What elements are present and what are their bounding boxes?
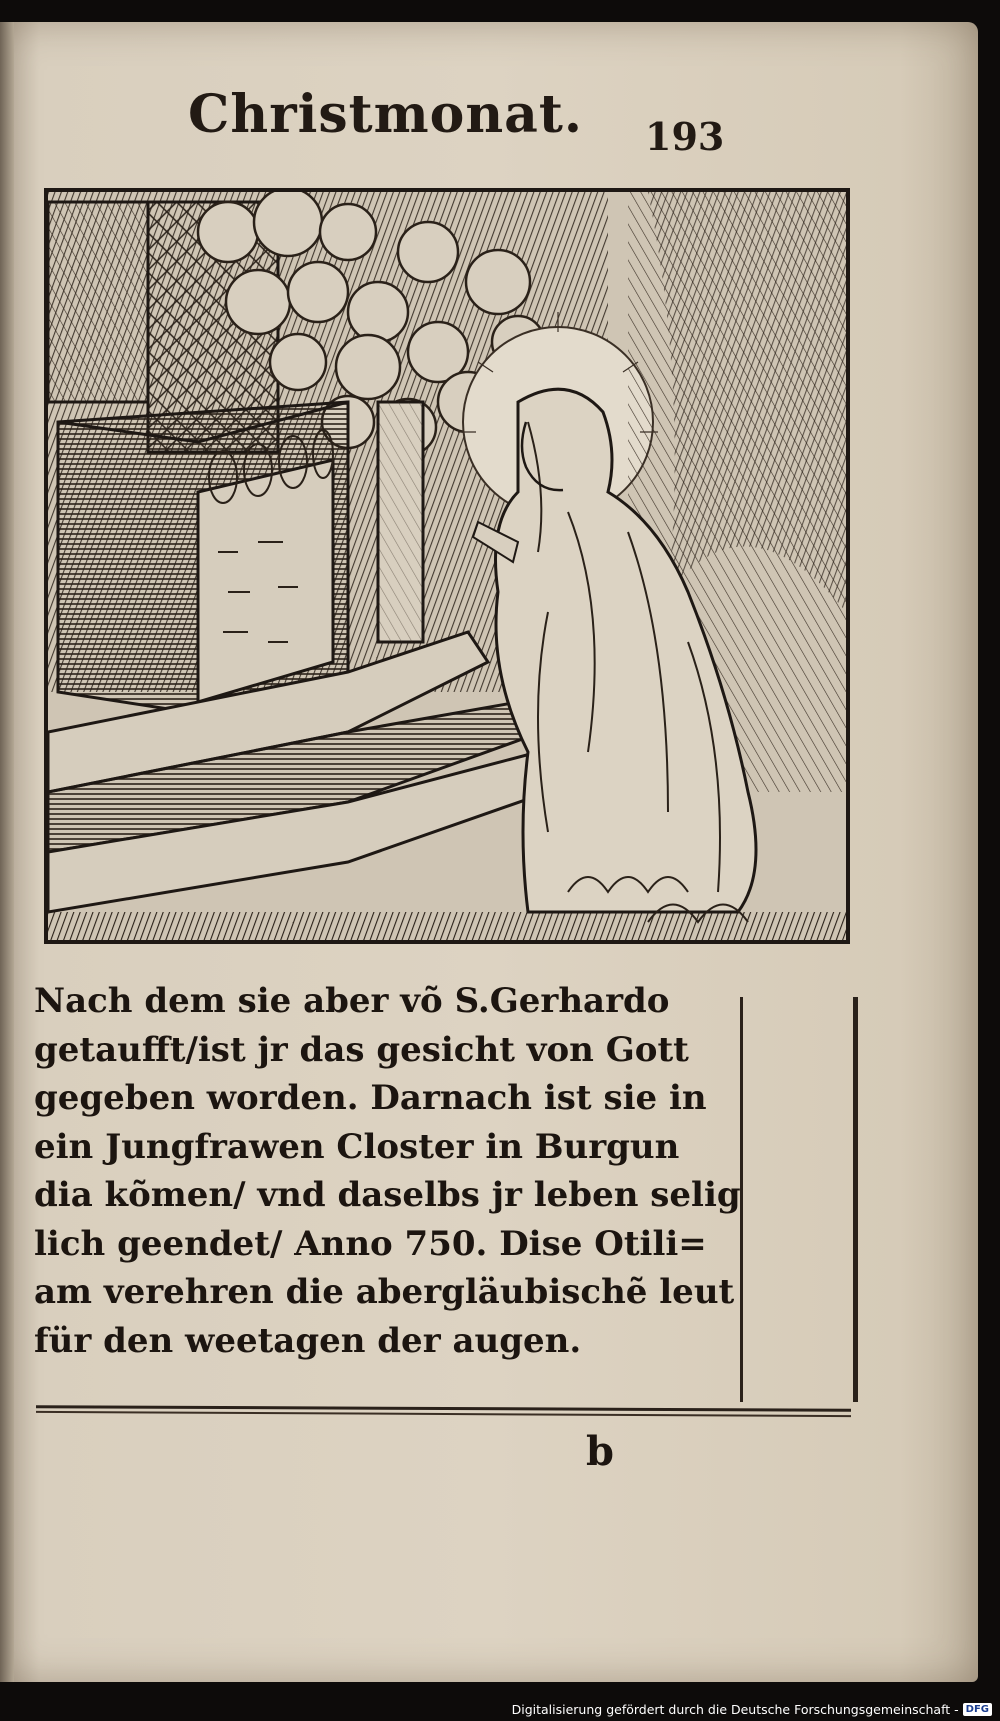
text-line: ein Jungfrawen Closter in Burgun	[34, 1126, 680, 1167]
book-page	[0, 22, 978, 1682]
text-line: Nach dem sie aber võ S.Gerhardo	[34, 981, 670, 1021]
dfg-logo: DFG	[963, 1703, 992, 1716]
text-line: am verehren die abergläubischẽ leut	[34, 1272, 735, 1312]
digitization-credit	[512, 1702, 992, 1717]
marginal-box	[740, 997, 858, 1402]
page-number: 193	[645, 114, 725, 159]
signature-mark: b	[586, 1428, 614, 1475]
text-line: getaufft/ist jr das gesicht von Gott	[34, 1029, 689, 1070]
text-line: lich geendet/ Anno 750. Dise Otili=	[34, 1223, 707, 1264]
woodcut-illustration	[44, 188, 850, 944]
text-line: dia kõmen/ vnd daselbs jr leben selig	[34, 1175, 741, 1215]
woodcut-image	[48, 192, 846, 940]
page-edge	[0, 22, 14, 1682]
text-line: gegeben worden. Darnach ist sie in	[34, 1078, 707, 1118]
divider-rule-secondary	[36, 1411, 851, 1417]
running-head-title: Christmonat.	[188, 84, 583, 145]
credit-text: Digitalisierung gefördert durch die Deutsche Forschungsgemeinschaft -	[511, 1702, 959, 1717]
body-text	[34, 977, 741, 1365]
text-line: für den weetagen der augen.	[34, 1320, 582, 1361]
